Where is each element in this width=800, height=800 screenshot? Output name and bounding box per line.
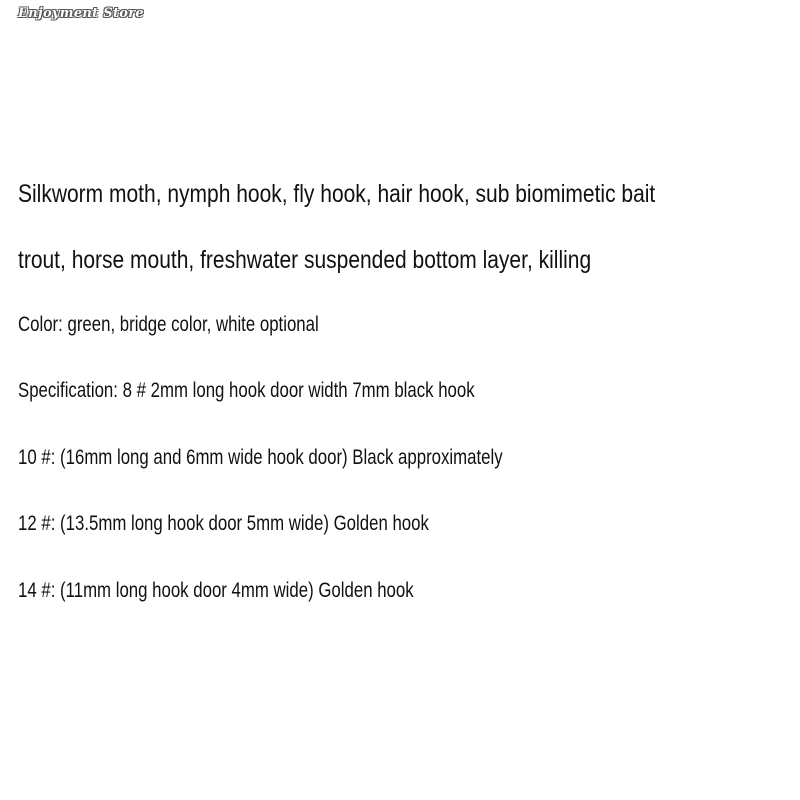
store-watermark: Enjoyment Store: [18, 6, 144, 21]
size-14-text: 14 #: (11mm long hook door 4mm wide) Golden hook: [18, 579, 414, 602]
headline-line-1: Silkworm moth, nymph hook, fly hook, hair hook, sub biomimetic bait: [18, 180, 656, 208]
size-12-text: 12 #: (13.5mm long hook door 5mm wide) Golden hook: [18, 512, 429, 535]
specification-text: Specification: 8 # 2mm long hook door width 7mm black hook: [18, 379, 475, 402]
headline-line-2: trout, horse mouth, freshwater suspended bottom layer, killing: [18, 246, 592, 274]
color-options-text: Color: green, bridge color, white optional: [18, 313, 319, 336]
size-10-text: 10 #: (16mm long and 6mm wide hook door) Black approximately: [18, 446, 503, 469]
